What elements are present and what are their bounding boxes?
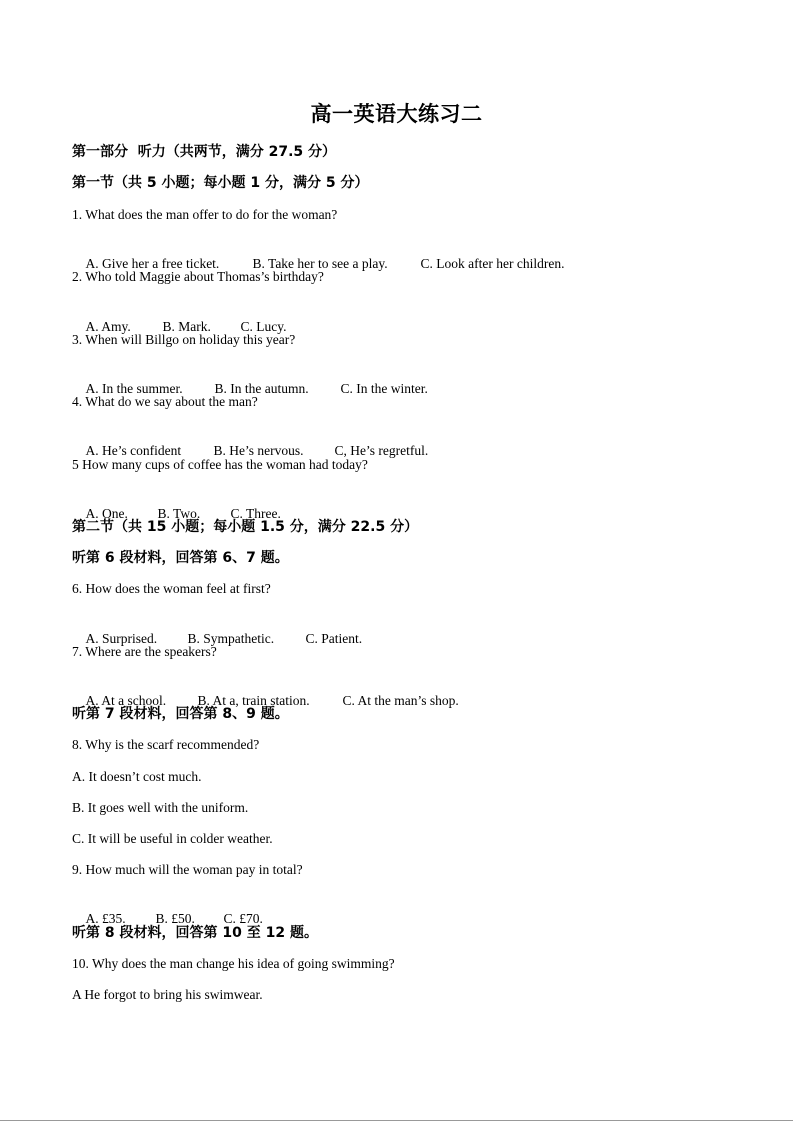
option-b: B. He’s nervous.: [213, 443, 304, 458]
question-2: 2. Who told Maggie about Thomas’s birthday?: [72, 269, 324, 284]
option-b: B. Sympathetic.: [187, 631, 275, 646]
page-title: 高一英语大练习二: [310, 102, 483, 126]
option-b: B. £50.: [155, 911, 195, 926]
question-1: 1. What does the man offer to do for the woman?: [72, 207, 338, 222]
option-c: C. In the winter.: [340, 381, 428, 396]
option-b: B. Take her to see a play.: [252, 256, 388, 271]
option-c: C, He’s regretful.: [334, 443, 429, 458]
option-b: B. Two.: [157, 506, 201, 521]
section2-heading: 第二节（共 15 小题；每小题 1.5 分，满分 22.5 分）: [72, 519, 419, 535]
question-8-option-c: C. It will be useful in colder weather.: [72, 831, 273, 846]
question-7: 7. Where are the speakers?: [72, 644, 217, 659]
option-a: A. Give her a free ticket.: [85, 256, 220, 271]
option-a: A. £35.: [85, 911, 126, 926]
option-a: A. At a school.: [85, 693, 167, 708]
question-8-option-b: B. It goes well with the uniform.: [72, 800, 249, 815]
question-8: 8. Why is the scarf recommended?: [72, 737, 260, 752]
question-8-option-a: A. It doesn’t cost much.: [72, 769, 202, 784]
question-3: 3. When will Billgo on holiday this year?: [72, 332, 296, 347]
question-4: 4. What do we say about the man?: [72, 394, 258, 409]
option-b: B. At a, train station.: [197, 693, 310, 708]
option-c: C. Look after her children.: [420, 256, 565, 271]
option-b: B. In the autumn.: [214, 381, 309, 396]
option-b: B. Mark.: [162, 319, 211, 334]
option-c: C. Three.: [230, 506, 281, 521]
option-a: A. Surprised.: [85, 631, 158, 646]
option-a: A. He’s confident: [85, 443, 182, 458]
page-bottom-rule: [0, 1120, 793, 1121]
material-6-heading: 听第 6 段材料，回答第 6、7 题。: [72, 550, 289, 566]
option-a: A. In the summer.: [85, 381, 183, 396]
material-7-heading: 听第 7 段材料，回答第 8、9 题。: [72, 706, 289, 722]
material-8-heading: 听第 8 段材料，回答第 10 至 12 题。: [72, 925, 318, 941]
question-9: 9. How much will the woman pay in total?: [72, 862, 303, 877]
option-c: C. Patient.: [305, 631, 363, 646]
question-10-option-a: A He forgot to bring his swimwear.: [72, 987, 263, 1002]
option-a: A. One.: [85, 506, 128, 521]
question-5: 5 How many cups of coffee has the woman had today?: [72, 457, 368, 472]
option-a: A. Amy.: [85, 319, 131, 334]
section1-heading: 第一节（共 5 小题；每小题 1 分，满分 5 分）: [72, 175, 369, 191]
question-6: 6. How does the woman feel at first?: [72, 581, 271, 596]
question-10: 10. Why does the man change his idea of going swimming?: [72, 956, 395, 971]
option-c: C. Lucy.: [240, 319, 287, 334]
option-c: C. £70.: [223, 911, 263, 926]
option-c: C. At the man’s shop.: [342, 693, 459, 708]
part1-heading: 第一部分 听力（共两节，满分 27.5 分）: [72, 144, 337, 160]
